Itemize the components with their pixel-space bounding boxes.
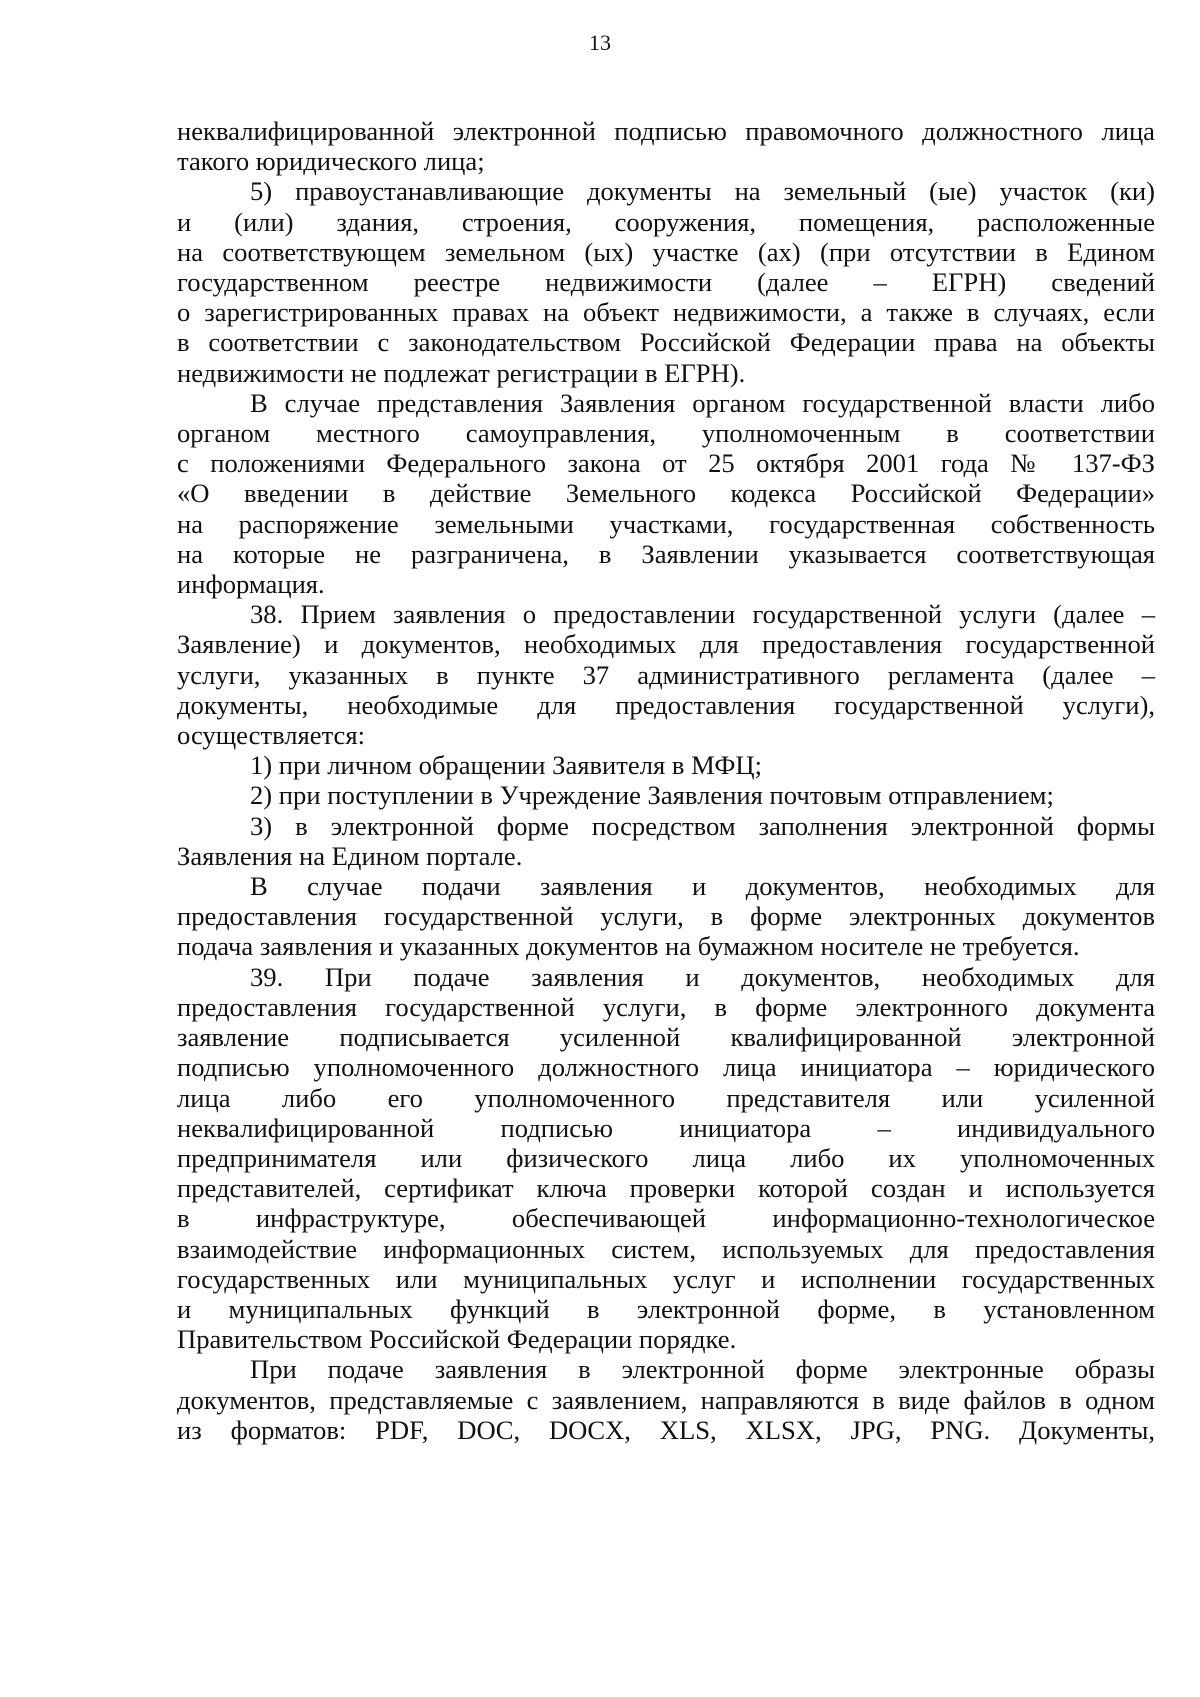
- paragraph: [177, 388, 1155, 599]
- text-line: на которые не разграничена, в Заявлении указывается соответствующая: [177, 538, 1155, 569]
- text-line: документы, необходимые для предоставления государственной услуги),: [177, 689, 1155, 720]
- text-line: информация.: [177, 569, 325, 600]
- text-line: 38. Прием заявления о предоставлении государственной услуги (далее –: [250, 599, 1155, 630]
- text-line: предоставления государственной услуги, в форме электронных документов: [177, 901, 1155, 932]
- text-line: подача заявления и указанных документов на бумажном носителе не требуется.: [177, 931, 1080, 962]
- text-line: из форматов: PDF, DOC, DOCX, XLS, XLSX, JPG, PNG. Документы,: [177, 1414, 1155, 1445]
- text-line: взаимодействие информационных систем, используемых для предоставления: [177, 1233, 1155, 1264]
- paragraph: [177, 599, 1155, 750]
- text-line: 3) в электронной форме посредством заполнения электронной формы: [250, 810, 1155, 841]
- text-line: с положениями Федерального закона от 25 октября 2001 года № 137-ФЗ: [177, 448, 1155, 479]
- text-line: в соответствии с законодательством Российской Федерации права на объекты: [177, 327, 1155, 358]
- text-line: государственном реестре недвижимости (далее – ЕГРН) сведений: [177, 267, 1155, 298]
- text-line: 1) при личном обращении Заявителя в МФЦ;: [250, 750, 762, 781]
- text-line: Правительством Российской Федерации порядке.: [177, 1324, 737, 1355]
- text-line: «О введении в действие Земельного кодекса Российской Федерации»: [177, 478, 1155, 509]
- paragraph: [177, 116, 1155, 176]
- text-line: неквалифицированной электронной подписью правомочного должностного лица: [177, 116, 1155, 146]
- text-line: неквалифицированной подписью инициатора – индивидуального: [177, 1112, 1155, 1143]
- text-line: заявление подписывается усиленной квалифицированной электронной: [177, 1022, 1155, 1053]
- text-line: осуществляется:: [177, 720, 365, 751]
- text-line: о зарегистрированных правах на объект недвижимости, а также в случаях, если: [177, 297, 1155, 328]
- document-body: [177, 116, 1155, 1445]
- text-line: на соответствующем земельном (ых) участке (ах) (при отсутствии в Едином: [177, 236, 1155, 267]
- text-line: государственных или муниципальных услуг и исполнении государственных: [177, 1263, 1155, 1294]
- text-line: в инфраструктуре, обеспечивающей информационно-технологическое: [177, 1203, 1155, 1234]
- paragraph: [177, 811, 1155, 871]
- paragraph: [177, 1354, 1155, 1445]
- paragraph: [177, 780, 1155, 810]
- page-number: 13: [589, 30, 611, 55]
- text-line: 39. При подаче заявления и документов, необходимых для: [250, 961, 1155, 992]
- paragraph: [177, 871, 1155, 962]
- text-line: недвижимости не подлежат регистрации в ЕГРН).: [177, 357, 746, 388]
- text-line: 2) при поступлении в Учреждение Заявления почтовым отправлением;: [250, 780, 1054, 811]
- text-line: и (или) здания, строения, сооружения, помещения, расположенные: [177, 206, 1155, 237]
- text-line: Заявления на Едином портале.: [177, 840, 523, 871]
- text-line: документов, представляемые с заявлением, направляются в виде файлов в одном: [177, 1384, 1155, 1415]
- text-line: предпринимателя или физического лица либо их уполномоченных: [177, 1142, 1155, 1173]
- text-line: Заявление) и документов, необходимых для предоставления государственной: [177, 629, 1155, 660]
- text-line: При подаче заявления в электронной форме электронные образы: [250, 1354, 1155, 1385]
- paragraph: [177, 962, 1155, 1355]
- paragraph: [177, 176, 1155, 387]
- text-line: органом местного самоуправления, уполномоченным в соответствии: [177, 418, 1155, 449]
- text-line: на распоряжение земельными участками, государственная собственность: [177, 508, 1155, 539]
- text-line: подписью уполномоченного должностного лица инициатора – юридического: [177, 1052, 1155, 1083]
- text-line: 5) правоустанавливающие документы на земельный (ые) участок (ки): [250, 176, 1155, 207]
- text-line: представителей, сертификат ключа проверки которой создан и используется: [177, 1173, 1155, 1204]
- text-line: и муниципальных функций в электронной форме, в установленном: [177, 1293, 1155, 1324]
- paragraph: [177, 750, 1155, 780]
- text-line: предоставления государственной услуги, в форме электронного документа: [177, 991, 1155, 1022]
- text-line: В случае подачи заявления и документов, необходимых для: [250, 871, 1155, 902]
- text-line: лица либо его уполномоченного представителя или усиленной: [177, 1082, 1155, 1113]
- text-line: услуги, указанных в пункте 37 административного регламента (далее –: [177, 659, 1155, 690]
- text-line: В случае представления Заявления органом государственной власти либо: [250, 387, 1155, 418]
- text-line: такого юридического лица;: [177, 146, 485, 177]
